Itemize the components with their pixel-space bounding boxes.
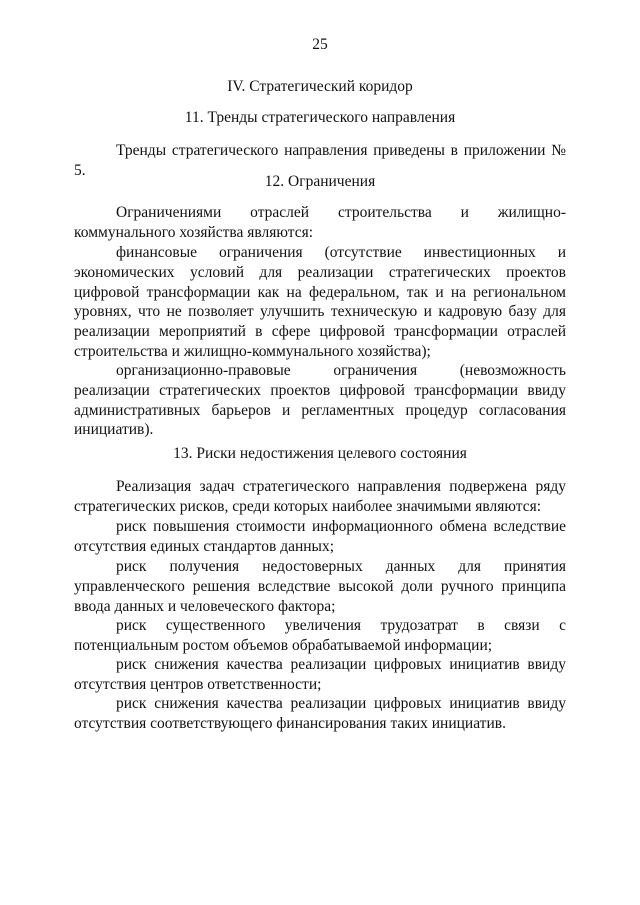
heading-limitations: 12. Ограничения	[264, 173, 376, 190]
risks-paragraph: риск снижения качества реализации цифровых инициатив ввиду отсутствия центров ответственности;	[74, 656, 566, 693]
heading-risks: 13. Риски недостижения целевого состояния	[173, 445, 467, 462]
heading-trends: 11. Тренды стратегического направления	[184, 109, 456, 126]
risks-paragraph: риск повышения стоимости информационного обмена вследствие отсутствия единых стандартов данных;	[74, 518, 566, 555]
limitations-paragraph: Ограничениями отраслей строительства и жилищно-коммунального хозяйства являются:	[74, 204, 566, 241]
section-title: IV. Стратегический коридор	[227, 78, 413, 95]
limitations-paragraph: организационно-правовые ограничения (невозможность реализации стратегических проектов цифровой трансформации ввиду административных барьеров и регламентных процедур согласования инициатив).	[74, 362, 566, 439]
risks-paragraph: риск снижения качества реализации цифровых инициатив ввиду отсутствия соответствующего финансирования таких инициатив.	[74, 695, 566, 732]
risks-paragraph: Реализация задач стратегического направления подвержена ряду стратегических рисков, среди которых наиболее значимыми являются:	[74, 478, 566, 515]
risks-paragraph: риск существенного увеличения трудозатрат в связи с потенциальным ростом объемов обрабатываемой информации;	[74, 617, 566, 654]
limitations-paragraph: финансовые ограничения (отсутствие инвестиционных и экономических условий для реализации стратегических проектов цифровой трансформации как на федеральном, так и на региональном уровнях, что не позволяет улучшить техническую и кадровую базу для реализации мероприятий в сфере цифровой трансформации отраслей строительства и жилищно-коммунального хозяйства);	[74, 244, 566, 360]
page-number: 25	[312, 36, 328, 53]
risks-paragraph: риск получения недостоверных данных для принятия управленческого решения вследствие высокой доли ручного принципа ввода данных и человеческого фактора;	[74, 558, 566, 615]
trends-text: Тренды стратегического направления приведены в приложении № 5.	[74, 142, 566, 179]
